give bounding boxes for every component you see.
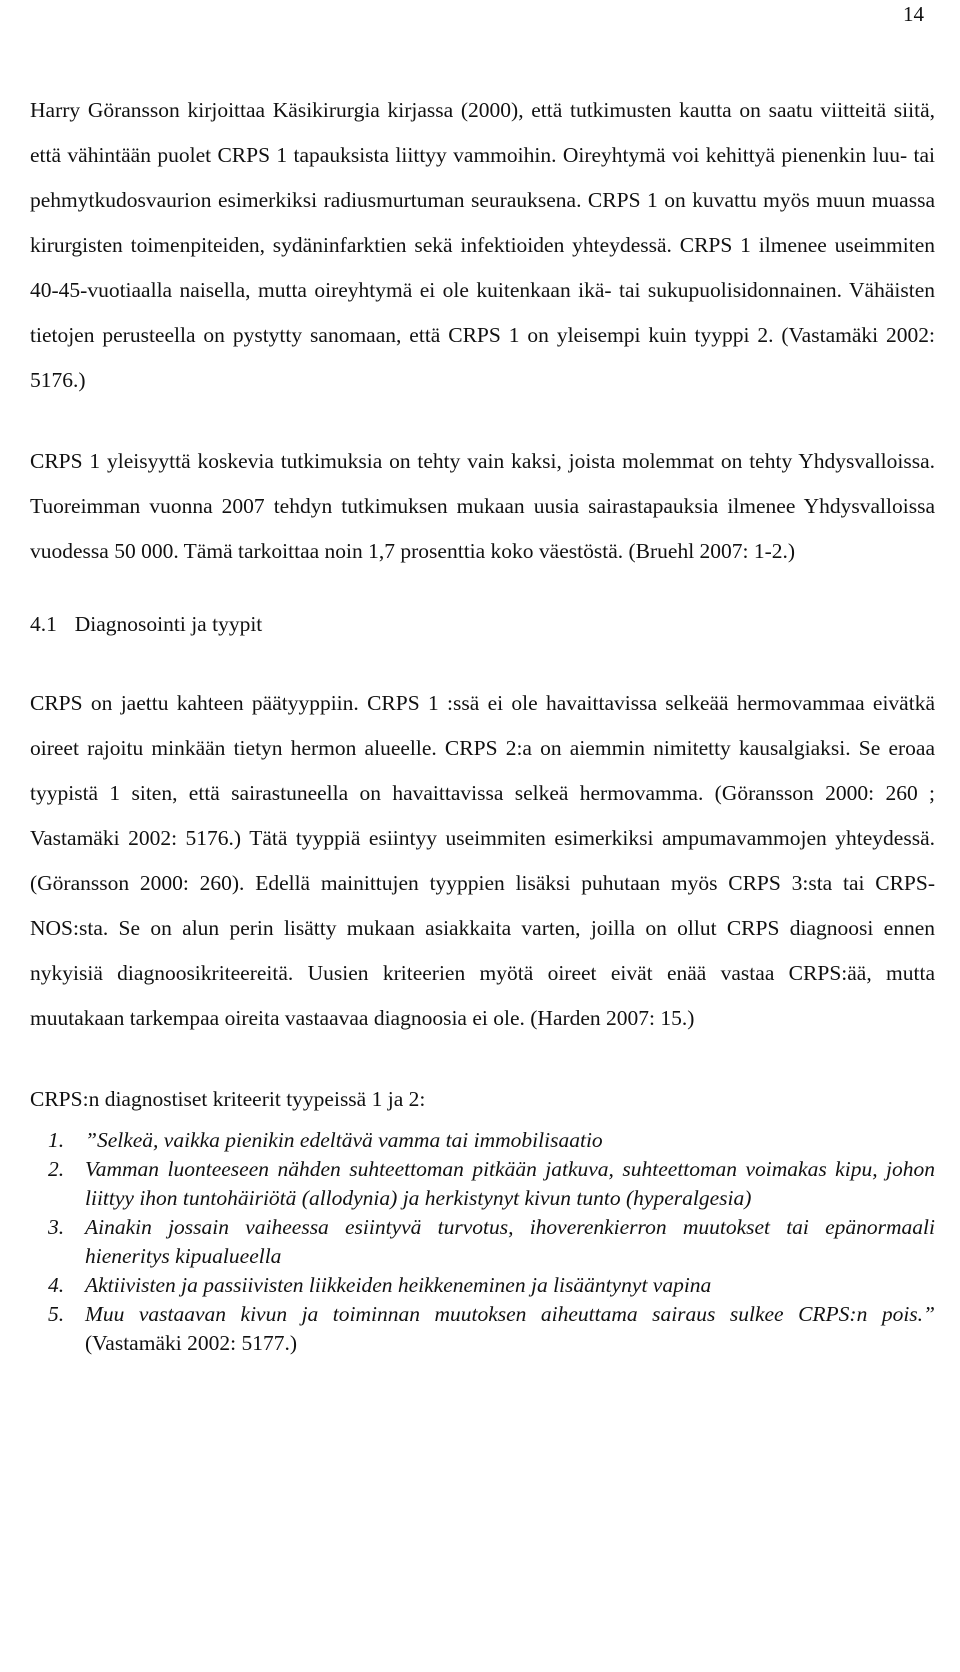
criteria-item bbox=[30, 1271, 935, 1300]
criteria-citation: (Vastamäki 2002: 5177.) bbox=[85, 1331, 297, 1355]
criteria-list bbox=[30, 1126, 935, 1358]
criteria-item-text: Vamman luonteeseen nähden suhteettoman pitkään jatkuva, suhteettoman voimakas kipu, johon liittyy ihon tuntohäiriötä (allodynia) ja herkistynyt kivun tunto (hyperalgesia) bbox=[85, 1157, 935, 1210]
section-heading bbox=[30, 602, 935, 647]
paragraph-prevalence-causes: Harry Göransson kirjoittaa Käsikirurgia kirjassa (2000), että tutkimusten kautta on saatu viitteitä siitä, että vähintään puolet CRPS 1 tapauksista liittyy vammoihin. Oireyhtymä voi kehittyä pienenkin luu- tai pehmytkudosvaurion esimerkiksi radiusmurtuman seurauksena. CRPS 1 on kuvattu myös muun muassa kirurgisten toimenpiteiden, sydäninfarktien sekä infektioiden yhteydessä. CRPS 1 ilmenee useimmiten 40-45-vuotiaalla naisella, mutta oireyhtymä ei ole kuitenkaan ikä- tai sukupuolisidonnainen. Vähäisten tietojen perusteella on pystytty sanomaan, että CRPS 1 on yleisempi kuin tyyppi 2. (Vastamäki 2002: 5176.) bbox=[30, 98, 935, 392]
criteria-item-number: 2. bbox=[48, 1157, 65, 1181]
criteria-item-number: 1. bbox=[48, 1128, 65, 1152]
paragraph-types: CRPS on jaettu kahteen päätyyppiin. CRPS 1 :ssä ei ole havaittavissa selkeää hermovammaa eivätkä oireet rajoitu minkään tietyn hermon alueelle. CRPS 2:a on aiemmin nimitetty kausalgiaksi. Se eroaa tyypistä 1 siten, että sairastuneella on havaittavissa selkeä hermovamma. (Göransson 2000: 260 ; Vastamäki 2002: 5176.) Tätä tyyppiä esiintyy useimmiten esimerkiksi ampumavammojen yhteydessä. (Göransson 2000: 260). Edellä mainittujen tyyppien lisäksi puhutaan myös CRPS 3:sta tai CRPS-NOS:sta. Se on alun perin lisätty mukaan asiakkaita varten, joilla on ollut CRPS diagnoosi ennen nykyisiä diagnoosikriteereitä. Uusien kriteerien myötä oireet eivät enää vastaa CRPS:ää, mutta muutakaan tarkempaa oireita vastaavaa diagnoosia ei ole. (Harden 2007: 15.) bbox=[30, 691, 935, 1030]
paragraph-prevalence-studies: CRPS 1 yleisyyttä koskevia tutkimuksia on tehty vain kaksi, joista molemmat on tehty Yhdysvalloissa. Tuoreimman vuonna 2007 tehdyn tutkimuksen mukaan uusia sairastapauksia ilmenee Yhdysvalloissa vuodessa 50 000. Tämä tarkoittaa noin 1,7 prosenttia koko väestöstä. (Bruehl 2007: 1-2.) bbox=[30, 449, 935, 563]
document-body bbox=[30, 88, 935, 1358]
section-title: Diagnosointi ja tyypit bbox=[74, 612, 263, 636]
page-number: 14 bbox=[903, 2, 924, 26]
criteria-item bbox=[30, 1300, 935, 1358]
criteria-item bbox=[30, 1213, 935, 1271]
criteria-item bbox=[30, 1126, 935, 1155]
criteria-item bbox=[30, 1155, 935, 1213]
criteria-item-number: 3. bbox=[48, 1215, 65, 1239]
criteria-item-number: 5. bbox=[48, 1302, 65, 1326]
criteria-item-text: Muu vastaavan kivun ja toiminnan muutoksen aiheuttama sairaus sulkee CRPS:n pois.” bbox=[85, 1302, 935, 1326]
criteria-item-number: 4. bbox=[48, 1273, 65, 1297]
criteria-item-text: ”Selkeä, vaikka pienikin edeltävä vamma tai immobilisaatio bbox=[85, 1128, 603, 1152]
criteria-item-text: Aktiivisten ja passiivisten liikkeiden heikkeneminen ja lisääntynyt vapina bbox=[85, 1273, 712, 1297]
section-number: 4.1 bbox=[30, 612, 57, 636]
criteria-item-text: Ainakin jossain vaiheessa esiintyvä turvotus, ihoverenkierron muutokset tai epänormaali hieneritys kipualueella bbox=[85, 1215, 935, 1268]
criteria-intro: CRPS:n diagnostiset kriteerit tyypeissä 1 ja 2: bbox=[30, 1087, 426, 1111]
